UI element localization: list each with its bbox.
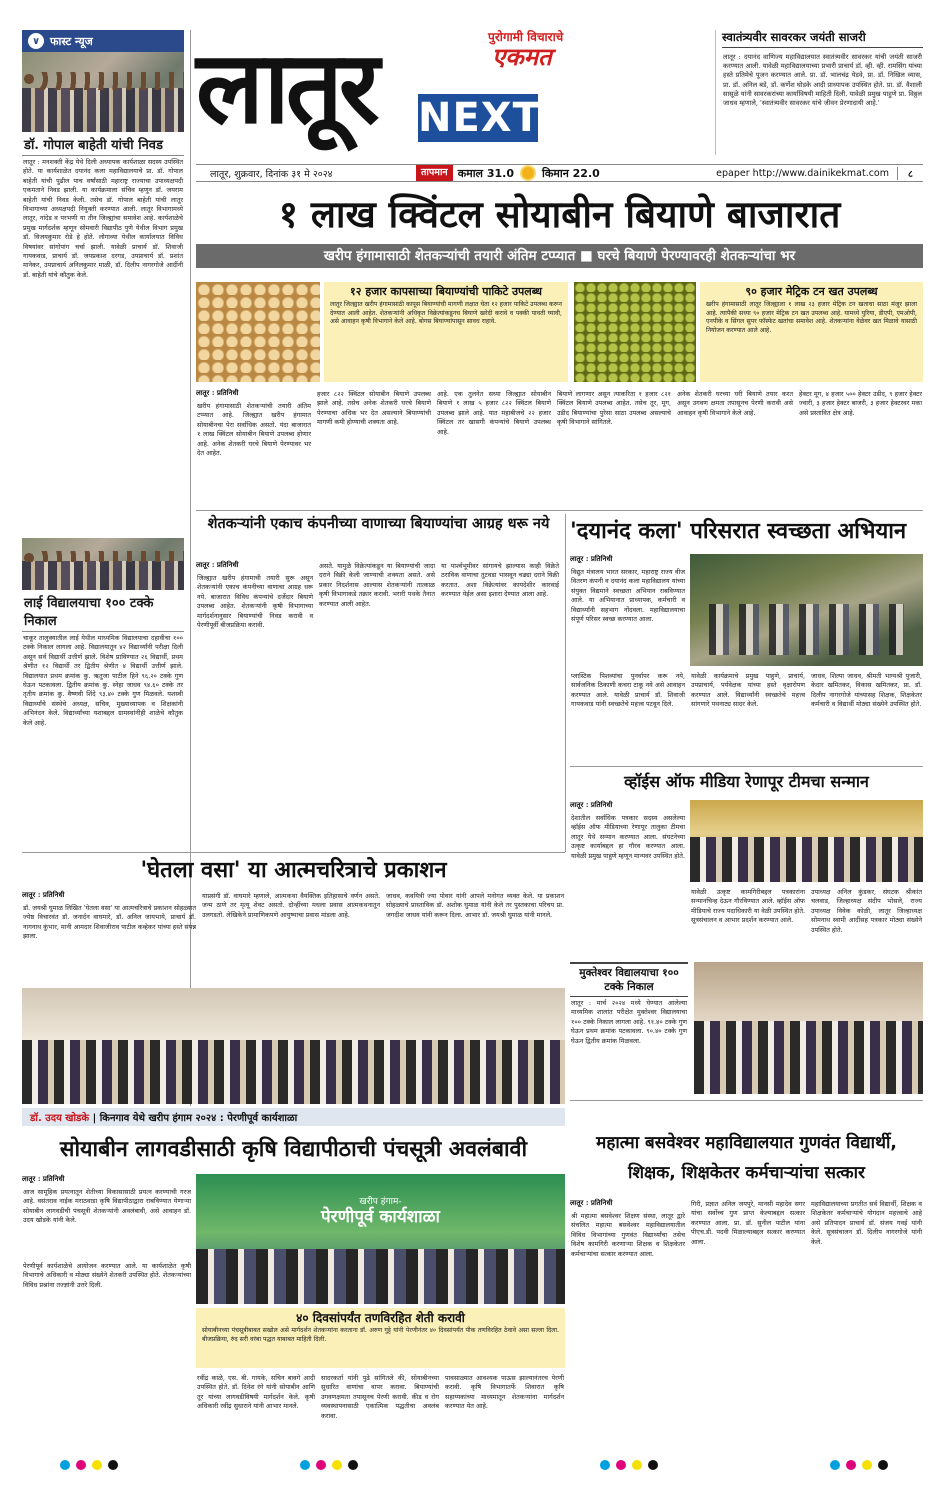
top-right-headline: स्वातंत्र्यवीर सावरकर जयंती साजरी xyxy=(722,30,923,48)
cleanup-col-3 xyxy=(690,670,806,762)
lead-body-1: खरीप हंगामासाठी शेतकऱ्यांची तयारी अंतिम टप्प्यात आहे. जिल्ह्यात खरीप हंगामात सोयाबीनचा पेरा सर्वाधिक असतो. यंदा बाजारात १ लाख क्विंटल सोयाबीन बियाणे उपलब्ध होणार आहे. अनेक शेतकरी घरचे बियाणे पेरण्यावर भर देत आहेत. xyxy=(197,402,311,458)
college-body-3: महाविद्यालयाच्या प्रगतीत सर्व विद्यार्थी, शिक्षक व शिक्षकेतर कर्मचाऱ्यांचे योगदान महत्त्वाचे आहे असे प्रतिपादन प्राचार्य डॉ. संजय गवई यांनी केले. सूत्रसंचालन डॉ. दिलीप नागरगोजे यांनी केले. xyxy=(811,1200,922,1246)
award-col-1 xyxy=(570,800,686,928)
lead-body-5: अनेक शेतकरी घरच्या घरी बियाणे तयार करत असून उगवण क्षमता तपासूनच पेरणी करावी असे आवाहन कृषी विभागाने केले आहे. xyxy=(677,390,793,417)
cleanup-photo xyxy=(690,554,923,666)
cyan-mark xyxy=(830,1460,840,1470)
college-body-1: श्री महात्मा बसवेश्वर शिक्षण संस्था, लातूर द्वारे संचलित महात्मा बसवेश्वर महाविद्यालयातील विविध विभागांच्या गुणवंत विद्यार्थ्यांचा तसेच विशेष कामगिरी करणाऱ्या शिक्षक व शिक्षकेतर कर्मचाऱ्यांचा सत्कार करण्यात आला. xyxy=(571,1212,685,1258)
cleanup-col-4 xyxy=(810,670,923,762)
lead-body-2: हजार ८२२ क्विंटल सोयाबीन बियाणे उपलब्ध झाले आहे. तसेच अनेक शेतकरी घरचे बियाणे पेरण्याचा अधिक भर देत असल्याने बियाण्यांची मागणी कमी होण्याची शक्यता आहे. xyxy=(317,390,431,427)
seeds-story-col-1 xyxy=(196,560,314,850)
column-divider xyxy=(565,514,566,852)
yellow-mark xyxy=(332,1460,342,1470)
top-right-body: लातूर : दयानंद वाणिज्य महाविद्यालयात स्वातंत्र्यवीर सावरकर यांची जयंती साजरी करण्यात आली. यावेळी महाविद्यालयाच्या प्रभारी प्राचार्य डॉ. व्ही. व्ही. रामसिंग यांच्या हस्ते प्रतिमेचे पूजन करण्यात आले. प्रा. डॉ. भालचंद्र येडवे, प्रा. डॉ. निखिल व्यास, प्रा. डॉ. अनिल बडे, डॉ. कर्णेश घोडके आदी प्राध्यापक उपस्थित होते. प्रा. डॉ. वैशाली सासूळे यांनी सावरकरांच्या कार्याविषयी माहिती दिली. यावेळी प्रमुख पाहुणे प्रा. विठ्ठल जाधव म्हणाले, 'स्वातंत्र्यवीर सावरकर यांचे जीवन प्रेरणादायी आहे.' xyxy=(723,53,922,108)
award-body-3: उपाध्यक्ष अनिल कुंडकर, संघटक श्रीकांत चलवाड, जिल्हाध्यक्ष संदीप भोसले, राज्य उपाध्यक्ष विवेक कोळी, लातूर जिल्हाध्यक्ष सोमनाथ स्वामी आदींसह पत्रकार मोठ्या संख्येने उपस्थित होते. xyxy=(811,888,922,934)
soybean-seeds-photo xyxy=(196,282,320,382)
banner-top-text: खरीप हंगाम- xyxy=(359,1197,402,1207)
yellow-mark xyxy=(632,1460,642,1470)
college-col-3 xyxy=(810,1198,923,1452)
magenta-mark xyxy=(616,1460,626,1470)
temperature-min: किमान 22.0 xyxy=(542,166,600,180)
book-col-1 xyxy=(22,890,197,982)
book-body-3: जाधव, कवयित्री ज्या पोवार यांनी आपले मनोगत व्यक्त केले. या प्रकाशन सोहळ्याचे प्रास्ताविक डॉ. अशोक घुमाळ यांनी केले तर पुस्तकाचा परिचय प्रा. जगदीश जाधव यांनी करून दिला. आभार डॉ. जयश्री घुमाळ यांनी मानले. xyxy=(386,892,564,919)
yellow-mark xyxy=(862,1460,872,1470)
temperature-label: तापमान xyxy=(416,165,453,181)
lead-col-4 xyxy=(556,388,672,506)
school-result-headline: मुक्तेश्वर विद्यालयाचा १०० टक्के निकाल xyxy=(570,962,688,997)
cleanup-body-1: विद्युत मंत्रालय भारत सरकार, महाराष्ट्र राज्य वीज वितरण कंपनी व दयानंद कला महाविद्यालय यांच्या संयुक्त विद्यमाने स्वच्छता अभियान राबविण्यात आले. या अभियानात प्राध्यापक, कर्मचारी व विद्यार्थ्यांनी सहभाग नोंदवला. महाविद्यालयाचा संपूर्ण परिसर स्वच्छ करण्यात आला. xyxy=(571,568,685,624)
chevron-down-icon: ∨ xyxy=(28,33,44,49)
magenta-mark xyxy=(846,1460,856,1470)
book-body-1: डॉ. जयश्री घुमाळ लिखित 'घेतला वसा' या आत्मचरित्राचे प्रकाशन सोहळ्यात ज्येष्ठ विचारवंत डॉ. जनार्दन वाघमारे, डॉ. अनिल जायभाये, प्राचार्य डॉ. नागनाथ कुंभार, मानी आमदार शिवाजीराव पाटील कव्हेकर यांच्या हस्ते संपन्न झाला. xyxy=(23,904,196,941)
fast-news-header xyxy=(22,30,184,52)
masthead-brand: एकमत xyxy=(492,43,552,71)
section-divider xyxy=(196,510,923,511)
lead-subheadline: खरीप हंगामासाठी शेतकऱ्यांची तयारी अंतिम टप्प्यात ■ घरचे बियाणे पेरण्यावरही शेतकऱ्यांचा भर xyxy=(196,244,923,268)
workshop-body-2: पेरणीपूर्व कार्यशाळेचे आयोजन करण्यात आले. या कार्यशाळेत कृषी विभागाचे अधिकारी व मोठ्या संख्येने शेतकरी उपस्थित होते. शेतकऱ्यांच्या विविध प्रश्नांना तज्ज्ञांनी उत्तरे दिली. xyxy=(23,1262,191,1289)
dateline: लातूर, शुक्रवार, दिनांक ३१ मे २०२४ xyxy=(210,168,333,180)
cleanup-byline: लातूर : प्रतिनिधी xyxy=(570,554,613,563)
brief-body-1: लातूर : मनशक्ती केंद्र येथे दिली अध्यापक कार्यशाळा सदस्य उपस्थित होते. या कार्यशाळेत दयानंद कला महाविद्यालयाचे प्रा. डॉ. गोपाल बाहेती यांची पुढील पाच वर्षांसाठी महाराष्ट्र राज्याचा उपाध्यक्षपदी एकमताने निवड झाली. या कार्यक्रमाला संचिव म्हणून डॉ. जयराम बाहेती यांची निवड केली. तसेच डॉ. गोपाल बाहेती यांची लातूर विभागाच्या अध्यक्षपदी नियुक्ती करण्यात आली. लातूर विभागामध्ये लातूर, नांदेड व परभणी या तीन जिल्ह्यांचा समावेश आहे. कार्यशाळेचे प्रमुख मार्गदर्शक म्हणून सोमवारी विद्यापीठ पुणे येथील विभाग प्रमुख डॉ. विजयकुमार रोडे हे होते. लोगाव्या येथील कार्यालयात विविध विषयांवर सांगोपांग चर्चा झाली. यावेळी प्राचार्य डॉ. शिवाजी गायकवाड, प्राचार्य डॉ. जयप्रकाश दरगड, उपप्राचार्य डॉ. प्रशांत मानेकर, उपप्राचार्य अनिलकुमार माळी, डॉ. दिलीप नागरगोजे आदींनी डॉ. बाहेती यांचे कौतुक केले. xyxy=(23,158,183,279)
seeds-story-col-3 xyxy=(440,560,560,850)
lead-headline: १ लाख क्विंटल सोयाबीन बियाणे बाजारात xyxy=(278,193,841,236)
temperature-max: कमाल 31.0 xyxy=(457,166,514,180)
cleanup-headline: 'दयानंद कला' परिसरात स्वच्छता अभियान xyxy=(570,519,907,544)
lead-col-6 xyxy=(798,388,923,506)
workshop-byline: लातूर : प्रतिनिधी xyxy=(22,1174,65,1183)
workshop-col-2 xyxy=(22,1260,192,1450)
award-photo xyxy=(690,800,923,882)
black-mark xyxy=(108,1460,118,1470)
brief-headline-2: लाई विद्यालयाचा १०० टक्के निकाल xyxy=(22,590,184,632)
masthead-logo: लातूर xyxy=(196,29,376,146)
cleanup-col-1 xyxy=(570,554,686,666)
workshop-col-5 xyxy=(444,1254,565,1452)
school-result-photo xyxy=(694,962,923,1094)
section-divider xyxy=(570,1100,923,1101)
book-col-2 xyxy=(201,890,381,982)
lead-col-3 xyxy=(436,388,552,506)
book-headline: 'घेतला वसा' या आत्मचरित्राचे प्रकाशन xyxy=(140,858,447,883)
photo-felicitation xyxy=(22,52,184,132)
workshop-strip xyxy=(22,1108,565,1126)
book-launch-photo xyxy=(22,988,565,1104)
print-registration-marks xyxy=(0,1456,945,1476)
masthead-tagline: पुरोगामी विचाराचे xyxy=(488,30,564,44)
college-col-1 xyxy=(570,1198,686,1452)
book-byline: लातूर : प्रतिनिधी xyxy=(22,890,65,899)
school-result-brief xyxy=(570,962,688,1094)
lead-col-5 xyxy=(676,388,794,506)
workshop-body-4: सादरकर्ता यांनी पुढे सांगितले की, सोयाबीनच्या सुधारित वाणांचा वापर करावा. बियाण्यांची उगवणक्षमता तपासूनच पेरणी करावी. कीड व रोग व्यवस्थापनासाठी एकात्मिक पद्धतीचा अवलंब करावा. xyxy=(321,1374,439,1420)
fertilizer-title: ९० हजार मेट्रिक टन खत उपलब्ध xyxy=(745,285,878,298)
seeds-story-col-2 xyxy=(318,560,436,850)
magenta-mark xyxy=(316,1460,326,1470)
top-right-brief xyxy=(715,30,923,155)
cleanup-body-2: प्लास्टिक पिशव्यांचा पुनर्वापर करू नये, सार्वजनिक ठिकाणी कचरा टाकू नये असे आवाहन करण्यात आले. यावेळी प्राचार्य डॉ. शिवाजी गायकवाड यांनी स्वच्छतेचे महत्त्व पटवून दिले. xyxy=(571,672,685,709)
award-body-1: देशातील सर्वाधिक पत्रकार सदस्य असलेल्या व्हॉईस ऑफ मीडियाच्या रेणापूर तालुका टीमचा लातूर येथे सन्मान करण्यात आला. संघटनेच्या उत्कृष्ट कार्याबद्दल हा गौरव करण्यात आला. यावेळी प्रमुख पाहुणे म्हणून मान्यवर उपस्थित होते. xyxy=(571,814,685,860)
cyan-mark xyxy=(600,1460,610,1470)
cleanup-body-4: जाधव, शिल्पा जाधव, श्रीमती भाग्यश्री पुजारी, केदार खमितकर, विकास खमितकर, प्रा. डॉ. दिलीप नागरगोजे यांच्यासह शिक्षक, शिक्षकेतर कर्मचारी व विद्यार्थी मोठ्या संख्येने उपस्थित होते. xyxy=(811,672,922,709)
lead-body-3: आहे. एक तुलनेत सध्या जिल्ह्यात सोयाबीन बियाणे १ लाख ५ हजार ८२२ क्विंटल बियाणे उपलब्ध झाले आहे. यात महाबीजचे २२ हजार क्विंटल तर खासगी कंपन्यांचे बियाणे उपलब्ध आहे. xyxy=(437,390,551,436)
green-seeds-photo xyxy=(574,282,696,382)
college-body-2: गिरी, प्रज्ञात अनिल जयपुरे, मानसी महादेव सगर यांचा सर्वोच्च गुण प्राप्त केल्याबद्दल सत्कार करण्यात आला. प्रा. डॉ. सुनील पाटील यांना पीएच.डी. पदवी मिळाल्याबद्दल सत्कार करण्यात आला. xyxy=(691,1200,805,1246)
fast-news-label: फास्ट न्यूज xyxy=(50,34,93,48)
weed-free-title: ४० दिवसांपर्यंत तणविरहित शेती करावी xyxy=(296,1311,465,1325)
brief-headline-1: डॉ. गोपाल बाहेती यांची निवड xyxy=(22,132,184,156)
cotton-seeds-box xyxy=(324,282,568,382)
lead-byline: लातूर : प्रतिनिधी xyxy=(196,388,239,397)
seeds-story-body-3: या पार्श्वभूमीवर सांगायचे झाल्यास काही विक्रेते ठराविक वाणाचा तुटवडा भासवून चढ्या दराने विक्री करतात. अशा विक्रेत्यांवर कायदेशीर कारवाई करण्यात येईल असा इशारा देण्यात आला आहे. xyxy=(441,562,559,599)
cotton-seeds-body: लातूर जिल्ह्यात खरीप हंगामासाठी कापूस बियाण्यांची मागणी लक्षात घेता १२ हजार पाकिटे उपलब्ध करून देण्यात आली आहेत. शेतकऱ्यांनी अधिकृत विक्रेत्यांकडूनच बियाणे खरेदी करावे व पक्की पावती घ्यावी, असे आवाहन कृषी विभागाने केले आहे. बोगस बियाण्यांपासून सावध राहावे. xyxy=(330,301,562,326)
book-body-2: याप्रसंगी डॉ. वाघमारे म्हणाले, आत्मकथा वैयक्तिक इतिहासाचे वर्णन असते. जन्म ठाणे तर मृत्यू शेवट असतो. दोन्हींच्या मधला प्रवास आत्मकथनातून उलगडतो. लेखिकेने प्रामाणिकपणे आयुष्याचा प्रवास मांडला आहे. xyxy=(202,892,380,919)
strip-text: | किनगाव येथे खरीप हंगाम २०२४ : पेरणीपूर्व कार्यशाळा xyxy=(92,1113,298,1124)
workshop-col-4 xyxy=(320,1372,440,1452)
epaper-link[interactable]: epaper http://www.dainikekmat.com xyxy=(716,167,889,179)
black-mark xyxy=(348,1460,358,1470)
black-mark xyxy=(648,1460,658,1470)
cyan-mark xyxy=(60,1460,70,1470)
lead-body-4: बियाणे लागणार असून त्याकरिता १ हजार ८२१ क्विंटल बियाणे उपलब्ध आहेत. तसेच तूर, मूग, उडीद बियाण्यांचा पुरेसा साठा उपलब्ध असल्याचे कृषी विभागाने सांगितले. xyxy=(557,390,671,427)
award-col-3 xyxy=(810,886,923,958)
workshop-headline: सोयाबीन लागवडीसाठी कृषि विद्यापीठाची पंचसूत्री अवलंबावी xyxy=(59,1137,528,1162)
page-number: ८ xyxy=(897,167,923,180)
magenta-mark xyxy=(76,1460,86,1470)
date-bar xyxy=(196,164,923,182)
seeds-story-body-2: असते. यामुळे विक्रेत्यांकडून या बियाण्यांची जादा दराने विक्री केली जाण्याची शक्यता असते. असे प्रकार निदर्शनास आल्यास शेतकऱ्यांनी तात्काळ कृषी विभागाकडे तक्रार करावी. भरारी पथके तैनात करण्यात आली आहेत. xyxy=(319,562,435,608)
cleanup-col-2 xyxy=(570,670,686,762)
yellow-mark xyxy=(92,1460,102,1470)
black-mark xyxy=(878,1460,888,1470)
lead-col-2 xyxy=(316,388,432,506)
award-headline: व्हॉईस ऑफ मीडिया रेणापूर टीमचा सन्मान xyxy=(624,772,869,791)
school-result-body: लातूर : मार्च २०२४ मध्ये घेण्यात आलेल्या माध्यमिक शालांत परीक्षेत मुक्तेश्वर विद्यालयाचा १०० टक्के निकाल लागला आहे. ९१.४० टक्के गुण घेऊन प्रथम क्रमांक पटकावला. ९०.४० टक्के गुण घेऊन द्वितीय क्रमांक मिळवला. xyxy=(571,999,687,1045)
masthead-next-badge: NEXT xyxy=(418,95,541,141)
sun-icon xyxy=(522,167,534,179)
lead-col-1 xyxy=(196,388,312,506)
masthead xyxy=(196,26,701,154)
brief-body-2: चाकूर तालुक्यातील लाई येथील माध्यमिक विद्यालयाचा दहावीचा १०० टक्के निकाल लागला आहे. विद्यालयातून ४२ विद्यार्थ्यांनी परीक्षा दिली असून सर्व विद्यार्थी उत्तीर्ण झाले. विशेष प्राविण्यात २६ विद्यार्थी, प्रथम श्रेणीत १२ विद्यार्थी तर द्वितीय श्रेणीत ४ विद्यार्थी उत्तीर्ण झाले. विद्यालयात प्रथम क्रमांक कु. ऋतुजा पाटील हिने ९६.२० टक्के गुण घेऊन पटकावला. द्वितीय क्रमांक कु. स्नेहा जाधव ९४.६० टक्के तर तृतीय क्रमांक कु. वैष्णवी शिंदे ९३.४० टक्के गुण मिळवले. यशस्वी विद्यार्थ्यांचे संस्थेचे अध्यक्ष, सचिव, मुख्याध्यापक व शिक्षकांनी अभिनंदन केले. विद्यार्थ्यांच्या यशाबद्दल ग्रामस्थांनीही शाळेचे कौतुक केले आहे. xyxy=(23,634,183,727)
college-headline: महात्मा बसवेश्वर महाविद्यालयात गुणवंत विद्यार्थी, शिक्षक, शिक्षकेतर कर्मचाऱ्यांचा सत्कार xyxy=(596,1133,897,1183)
workshop-col-3 xyxy=(196,1372,316,1452)
award-byline: लातूर : प्रतिनिधी xyxy=(570,800,613,809)
workshop-col-1 xyxy=(22,1174,192,1256)
banner-title: पेरणीपूर्व कार्यशाळा xyxy=(321,1207,440,1227)
workshop-body-1: आज सामूहिक प्रयत्नातून शेतीच्या विकासासाठी प्रयत्न करण्याची गरज आहे. वसंतराव नाईक मराठवाडा कृषि विद्यापीठाद्वारा राबविण्यात येणाऱ्या सोयाबीन लागवडीची पंचसूत्री शेतकऱ्यांनी अवलंबावी, असे आवाहन डॉ. उदय खोडके यांनी केले. xyxy=(23,1188,191,1225)
section-divider xyxy=(22,852,565,853)
seeds-story-byline: लातूर : प्रतिनिधी xyxy=(196,560,239,569)
workshop-body-3: रवींद्र काळे, एस. बी. गायके, सचिन बावगे आदी उपस्थित होते. डॉ. दिनेश रंगे यांनी सोयाबीन आणि तूर यांच्या लागवडीविषयी मार्गदर्शन केले. कृषी अधिकारी रवींद्र सुधाराने यांनी आभार मानले. xyxy=(197,1374,315,1411)
strip-name: डॉ. उदय खोडके xyxy=(30,1113,90,1124)
cleanup-body-3: यावेळी कार्यक्रमाचे प्रमुख पाहुणे, प्राचार्य, उपप्राचार्य, पर्यवेक्षक यांच्या हस्ते वृक्षारोपण करण्यात आले. विद्यार्थ्यांनी स्वच्छतेचे महत्त्व सांगणारे पथनाट्य सादर केले. xyxy=(691,672,805,709)
weed-free-body: सोयाबीनच्या पंचसूत्रीबाबत सखोल असे मार्गदर्शन शेतकऱ्यांना करताना डॉ. अरुण गुट्टे यांनी पेरणीनंतर ४० दिवसांपर्यंत पीक तणविरहित ठेवावे असा सल्ला दिला. बीजप्रक्रिया, रुंद सरी वरंबा पद्धत याबाबत माहिती दिली. xyxy=(202,1327,559,1343)
fertilizer-body: खरीप हंगामासाठी लातूर जिल्ह्याला १ लाख २३ हजार मेट्रिक टन खताचा साठा मंजूर झाला आहे. त्यापैकी सध्या ९० हजार मेट्रिक टन खत उपलब्ध आहे. यामध्ये युरिया, डीएपी, एमओपी, एनपीके व सिंगल सुपर फॉस्फेट खतांचा समावेश आहे. शेतकऱ्यांना वेळेवर खत मिळावे यासाठी नियोजन करण्यात आले आहे. xyxy=(706,301,917,334)
section-divider xyxy=(570,766,923,767)
lead-body-6: हेक्टर मूग, ४ हजार ५०० हेक्टर उडीद, ९ हजार हेक्टर ज्वारी, ३ हजार हेक्टर बाजरी, ३ हजार हेक्टरवर मका असे प्रस्तावित क्षेत्र आहे. xyxy=(799,390,922,417)
book-col-3 xyxy=(385,890,565,982)
award-col-2 xyxy=(690,886,806,958)
college-byline: लातूर : प्रतिनिधी xyxy=(570,1198,613,1207)
award-body-2: यावेळी उत्कृष्ट कामगिरीबद्दल पत्रकारांना सन्मानचिन्ह देऊन गौरविण्यात आले. व्हॉईस ऑफ मीडियाचे राज्य पदाधिकारी या वेळी उपस्थित होते. सूत्रसंचालन व आभार प्रदर्शन करण्यात आले. xyxy=(691,888,805,925)
workshop-body-5: पावसाळ्यात आवश्यक पाऊस झाल्यानंतरच पेरणी करावी. कृषि विभागातर्फे शिवारात कृषि सहाय्यकांच्या माध्यमातून शेतकऱ्यांना मार्गदर्शन करण्यात येत आहे. xyxy=(445,1374,564,1411)
photo-school-students xyxy=(22,538,184,590)
seeds-story-headline: शेतकऱ्यांनी एकाच कंपनीच्या वाणाच्या बियाण्यांचा आग्रह धरू नये xyxy=(207,516,550,532)
seeds-story-body-1: जिल्ह्यात खरीप हंगामाची तयारी सुरू असून शेतकऱ्यांनी एकाच कंपनीच्या वाणाचा आग्रह धरू नये. बाजारात विविध कंपन्यांचे दर्जेदार बियाणे उपलब्ध आहेत. शेतकऱ्यांनी कृषी विभागाच्या मार्गदर्शनानुसार बियाण्यांची निवड करावी व पेरणीपूर्वी बीजप्रक्रिया करावी. xyxy=(197,574,313,630)
cyan-mark xyxy=(300,1460,310,1470)
college-col-2 xyxy=(690,1198,806,1452)
fertilizer-box xyxy=(700,282,923,382)
cotton-seeds-title: १२ हजार कापसाच्या बियाण्यांची पाकिटे उपलब्ध xyxy=(350,285,542,298)
